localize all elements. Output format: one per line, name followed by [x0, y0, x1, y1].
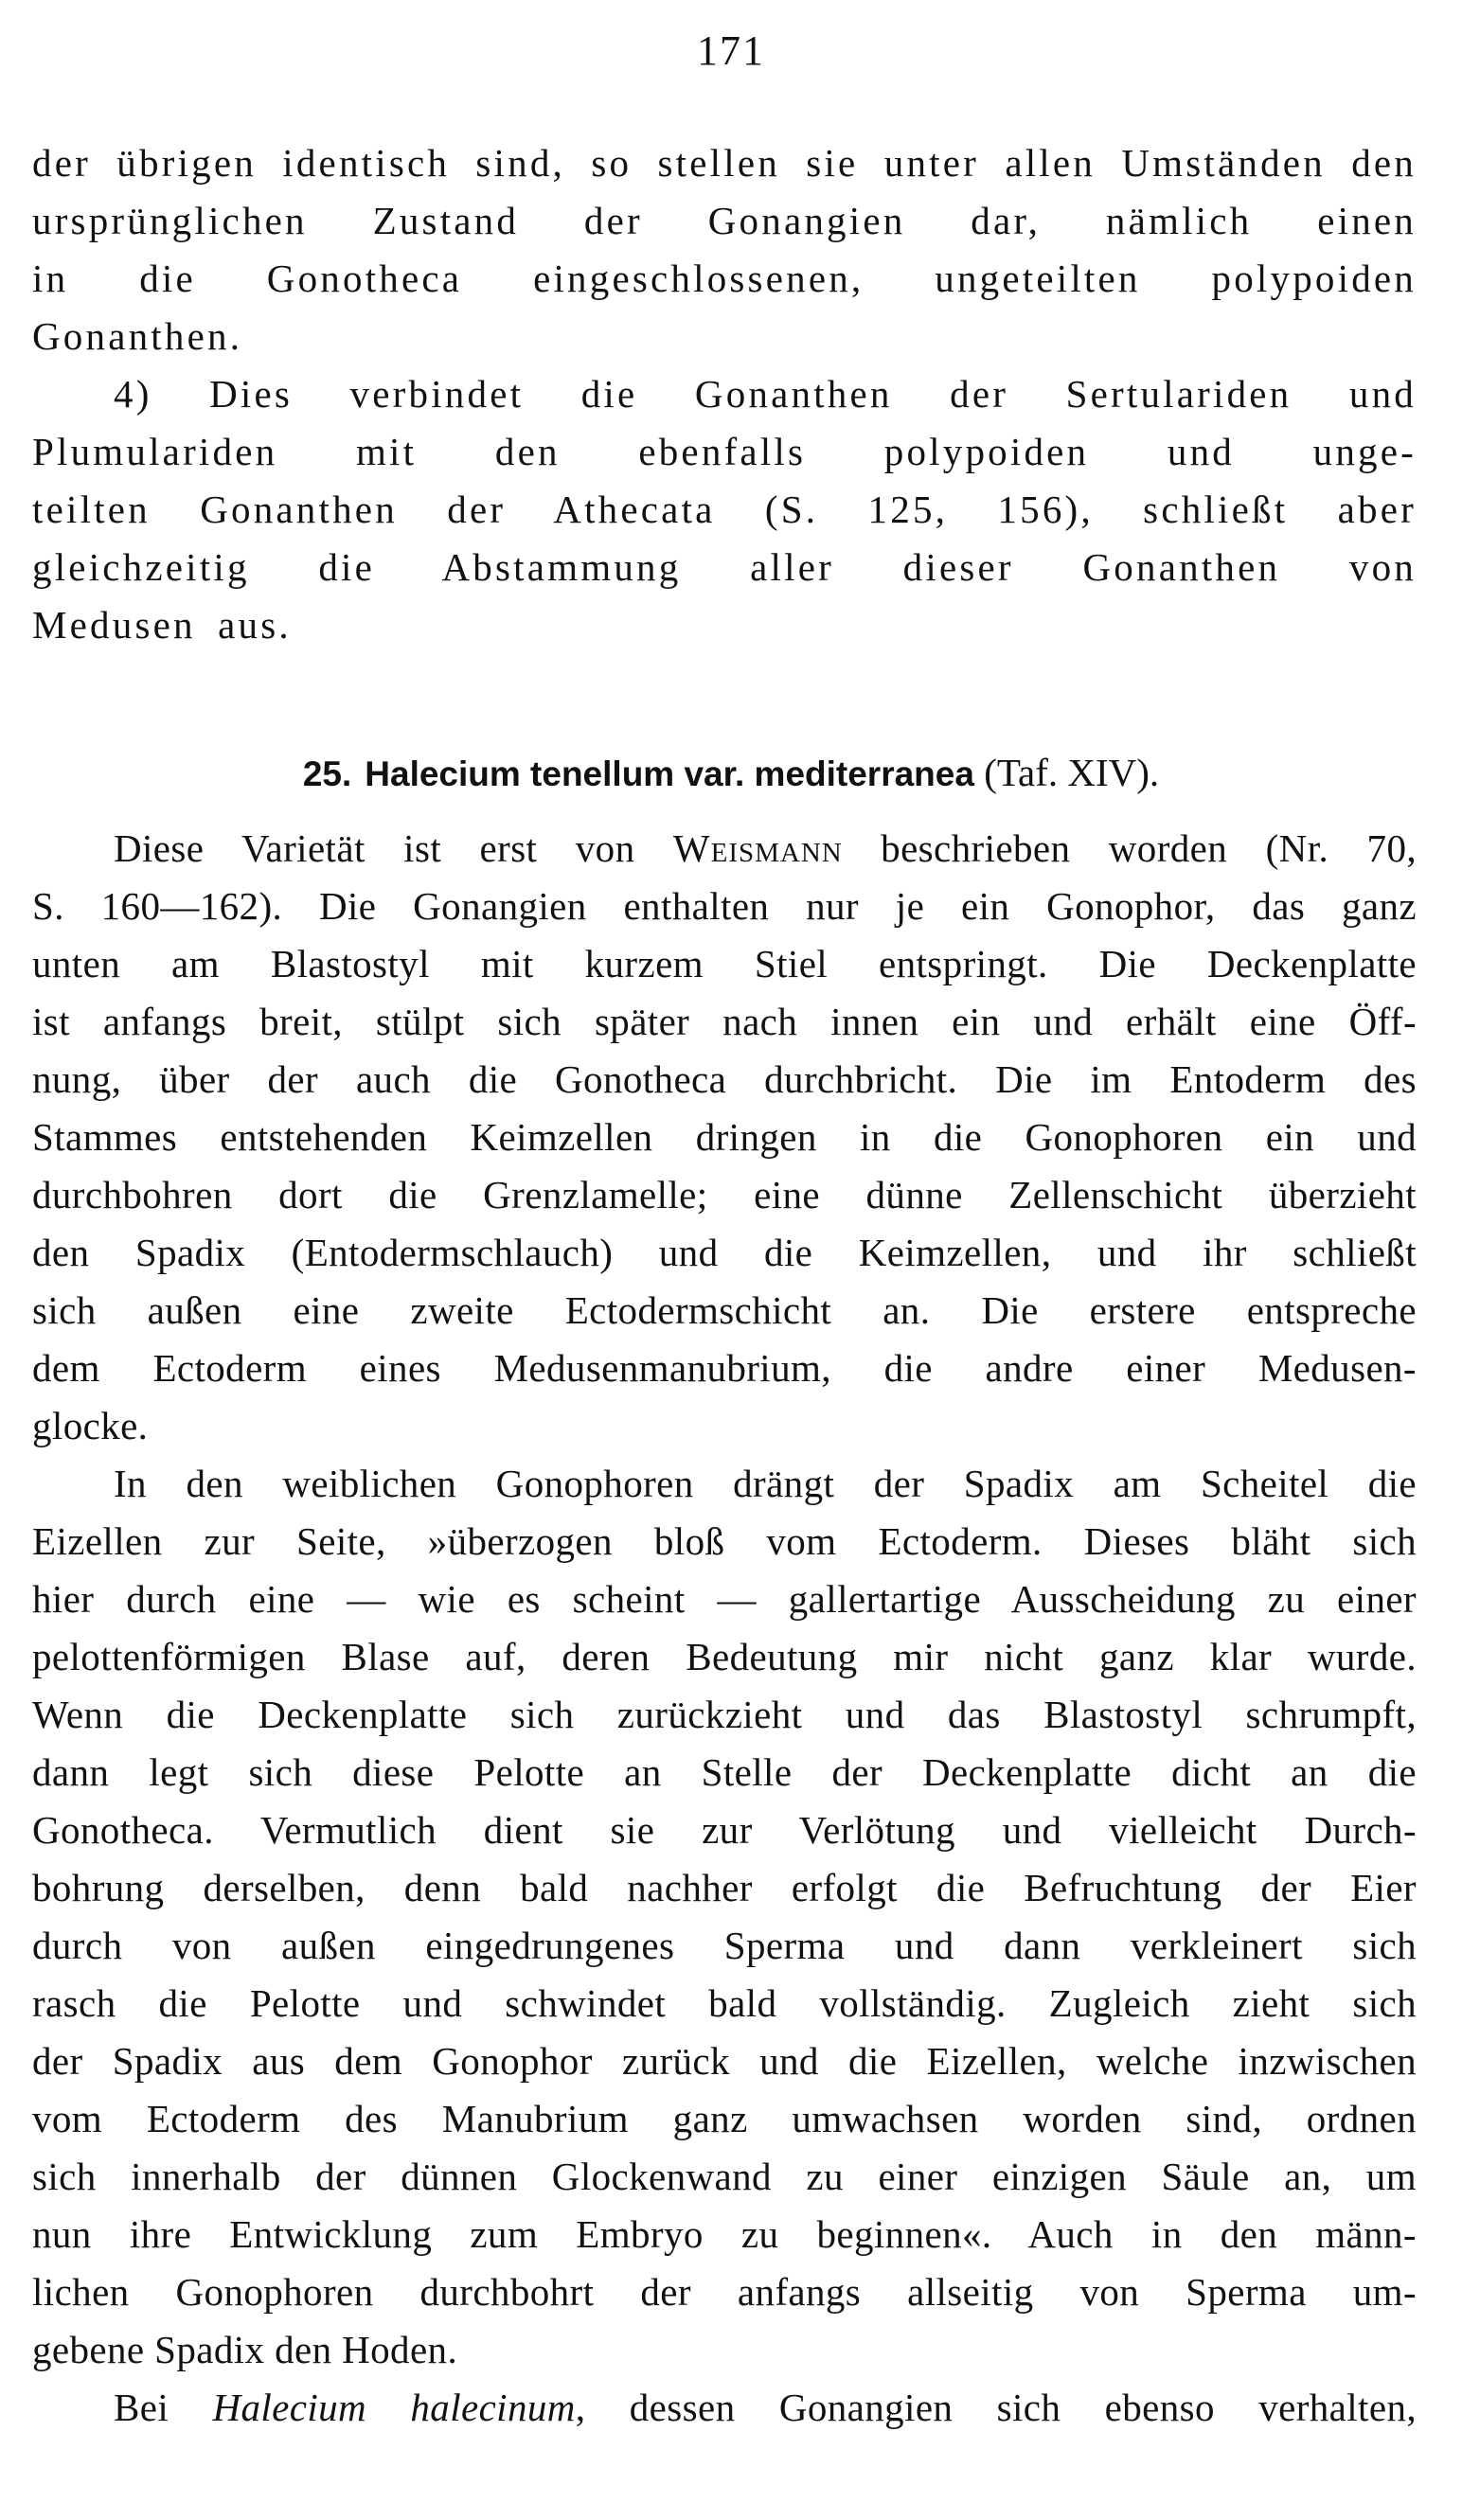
paragraph-block-a: [32, 134, 1417, 654]
text-line: rasch die Pelotte und schwindet bald vollständig. Zugleich zieht sich: [32, 1981, 1417, 2025]
text-line: durch von außen eingedrungenes Sperma und dann verkleinert sich: [32, 1924, 1417, 1967]
text-line: pelottenförmigen Blase auf, deren Bedeutung mir nicht ganz klar wurde.: [32, 1635, 1417, 1678]
text-line: ist anfangs breit, stülpt sich später nach innen ein und erhält eine Öff-: [32, 1000, 1417, 1043]
text-line: der Spadix aus dem Gonophor zurück und die Eizellen, welche inzwischen: [32, 2039, 1417, 2083]
text-line: nun ihre Entwicklung zum Embryo zu beginnen«. Auch in den männ-: [32, 2212, 1417, 2256]
text-span: beschrieben worden (Nr. 70,: [842, 826, 1417, 870]
text-line: ursprünglichen Zustand der Gonangien dar, nämlich einen: [32, 199, 1417, 242]
text-line: den Spadix (Entodermschlauch) und die Keimzellen, und ihr schließt: [32, 1231, 1417, 1274]
text-line: der übrigen identisch sind, so stellen sie unter allen Umständen den: [32, 141, 1417, 185]
text-line: dem Ectoderm eines Medusenmanubrium, die andre einer Medusen-: [32, 1346, 1417, 1390]
text-line: gleichzeitig die Abstammung aller dieser Gonanthen von: [32, 545, 1417, 589]
text-line: sich innerhalb der dünnen Glockenwand zu einer einzigen Säule an, um: [32, 2155, 1417, 2198]
text-line: Medusen aus.: [32, 603, 292, 647]
text-line: [32, 2379, 1417, 2437]
paragraph-block-b: [32, 820, 1417, 2437]
text-line: Plumulariden mit den ebenfalls polypoiden und unge-: [32, 430, 1417, 473]
text-line: hier durch eine — wie es scheint — gallertartige Ausscheidung zu einer: [32, 1577, 1417, 1621]
text-line: [32, 820, 1417, 878]
species-italic: Halecium halecinum: [212, 2386, 576, 2429]
text-line: 4) Dies verbindet die Gonanthen der Sertulariden und: [114, 372, 1417, 416]
text-line: Stammes entstehenden Keimzellen dringen in die Gonophoren ein und: [32, 1115, 1417, 1159]
text-span: Diese Varietät ist erst von: [114, 826, 673, 870]
text-line: Eizellen zur Seite, »überzogen bloß vom Ectoderm. Dieses bläht sich: [32, 1519, 1417, 1563]
text-line: unten am Blastostyl mit kurzem Stiel entspringt. Die Deckenplatte: [32, 942, 1417, 985]
section-number: 25.: [302, 754, 352, 793]
species-name: Halecium tenellum var. mediterranea: [365, 754, 974, 793]
text-line: In den weiblichen Gonophoren drängt der Spadix am Scheitel die: [114, 1462, 1417, 1505]
text-line: durchbohren dort die Grenzlamelle; eine dünne Zellenschicht überzieht: [32, 1173, 1417, 1216]
text-span: , dessen Gonangien sich ebenso verhalten,: [575, 2386, 1417, 2429]
text-line: lichen Gonophoren durchbohrt der anfangs allseitig von Sperma um-: [32, 2270, 1417, 2314]
text-line: dann legt sich diese Pelotte an Stelle der Deckenplatte dicht an die: [32, 1750, 1417, 1794]
text-line: S. 160—162). Die Gonangien enthalten nur je ein Gonophor, das ganz: [32, 884, 1417, 928]
section-heading: [0, 744, 1462, 803]
text-line: vom Ectoderm des Manubrium ganz umwachsen worden sind, ordnen: [32, 2097, 1417, 2140]
text-line: gebene Spadix den Hoden.: [32, 2328, 458, 2371]
text-line: Gonotheca. Vermutlich dient sie zur Verlötung und vielleicht Durch-: [32, 1808, 1417, 1852]
author-name: Weismann: [672, 826, 843, 870]
text-span: Bei: [114, 2386, 213, 2429]
page-number: 171: [697, 27, 765, 74]
text-line: teilten Gonanthen der Athecata (S. 125, 156), schließt aber: [32, 488, 1417, 531]
text-line: Gonanthen.: [32, 314, 243, 358]
text-line: in die Gonotheca eingeschlossenen, ungeteilten polypoiden: [32, 257, 1417, 300]
text-line: glocke.: [32, 1404, 149, 1447]
plate-reference: (Taf. XIV).: [984, 751, 1160, 794]
text-line: nung, über der auch die Gonotheca durchbricht. Die im Entoderm des: [32, 1057, 1417, 1101]
text-line: sich außen eine zweite Ectodermschicht an. Die erstere entspreche: [32, 1288, 1417, 1332]
text-line: Wenn die Deckenplatte sich zurückzieht und das Blastostyl schrumpft,: [32, 1693, 1417, 1736]
text-line: bohrung derselben, denn bald nachher erfolgt die Befruchtung der Eier: [32, 1866, 1417, 1909]
